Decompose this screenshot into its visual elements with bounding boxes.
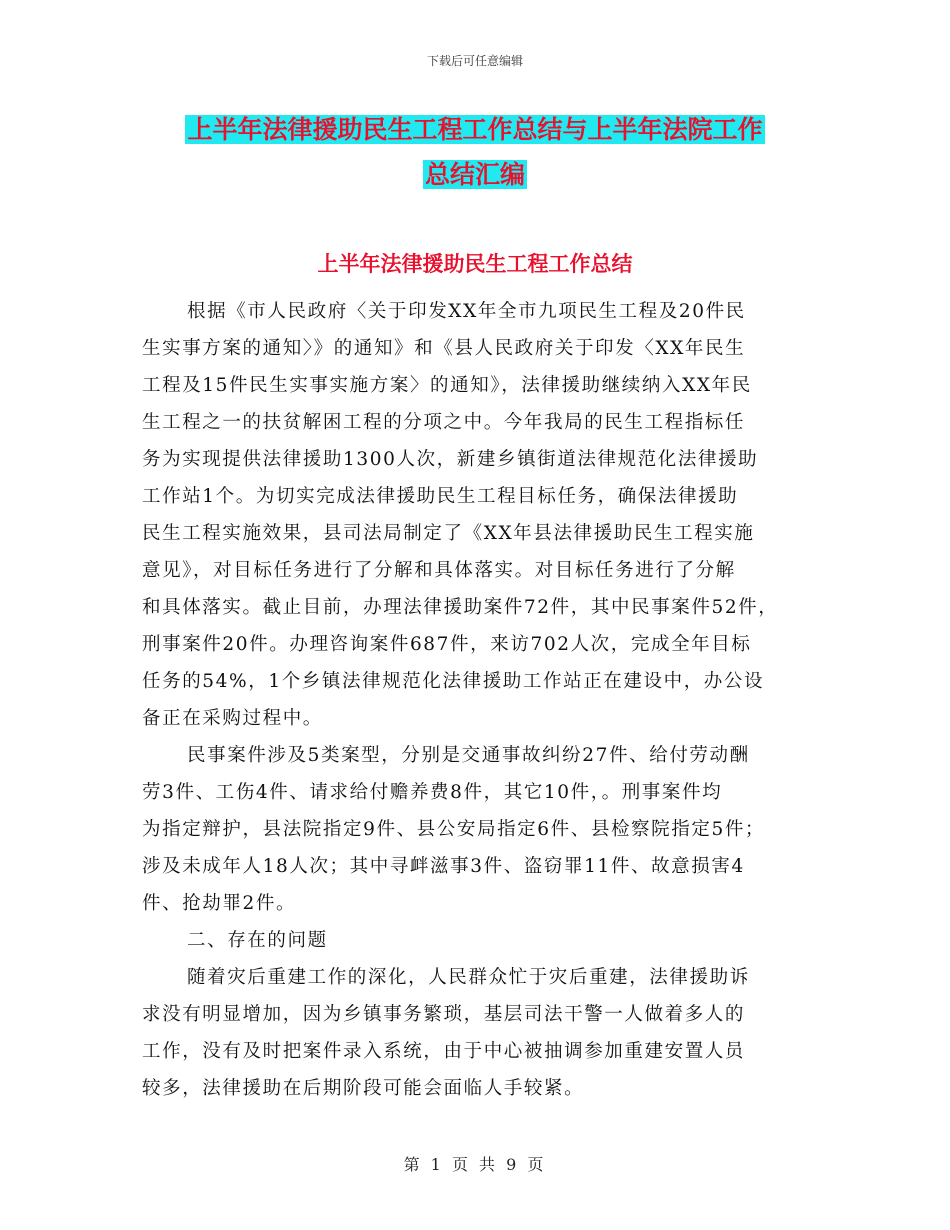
paragraph-line: 和具体落实。截止目前，办理法律援助案件72件，其中民事案件52件， [142,597,779,618]
paragraph-line: 生实事方案的通知〉》的通知》和《县人民政府关于印发〈XX年民生 [142,338,746,359]
paragraph-line: 任务的54%，1个乡镇法律规范化法律援助工作站正在建设中，办公设 [142,671,765,692]
paragraph-line: 刑事案件20件。办理咨询案件687件，来访702人次，完成全年目标 [142,634,752,655]
paragraph-line: 涉及未成年人18人次；其中寻衅滋事3件、盗窃罪11件、故意损害4 [142,856,745,877]
paragraph-line: 较多，法律援助在后期阶段可能会面临人手较紧。 [142,1078,585,1099]
paragraph-line: 工作站1个。为切实完成法律援助民生工程目标任务，确保法律援助 [142,486,739,507]
paragraph-line: 备正在采购过程中。 [142,708,323,729]
document-title-line-1 [0,113,950,147]
page-number-footer: 第 1 页 共 9 页 [403,1155,547,1174]
paragraph-line: 意见》，对目标任务进行了分解和具体落实。对目标任务进行了分解 [142,560,736,581]
paragraph-line: 民事案件涉及5类案型，分别是交通事故纠纷27件、给付劳动酬 [187,745,750,766]
paragraph-line: 劳3件、工伤4件、请求给付赡养费8件，其它10件，。刑事案件均 [142,782,723,803]
body-text [142,293,812,1107]
paragraph-line: 工作，没有及时把案件录入系统，由于中心被抽调参加重建安置人员 [142,1041,746,1062]
paragraph-line: 求没有明显增加，因为乡镇事务繁琐，基层司法干警一人做着多人的 [142,1004,746,1025]
paragraph-line: 务为实现提供法律援助1300人次，新建乡镇街道法律规范化法律援助 [142,449,759,470]
paragraph-line: 根据《市人民政府〈关于印发XX年全市九项民生工程及20件民 [187,301,746,322]
paragraph-line: 生工程之一的扶贫解困工程的分项之中。今年我局的民生工程指标任 [142,412,746,433]
paragraph-line: 为指定辩护，县法院指定9件、县公安局指定6件、县检察院指定5件； [142,819,766,840]
section-heading-problems: 二、存在的问题 [187,930,328,951]
header-note: 下载后可任意编辑 [426,54,523,68]
document-title-text-2: 总结汇编 [424,160,525,189]
document-title-line-2 [0,158,950,192]
paragraph-line: 工程及15件民生实事实施方案〉的通知》，法律援助继续纳入XX年民 [142,375,752,396]
document-title-text-1: 上半年法律援助民生工程工作总结与上半年法院工作 [187,115,763,144]
paragraph-line: 民生工程实施效果，县司法局制定了《XX年县法律援助民生工程实施 [142,523,755,544]
paragraph-line: 件、抢劫罪2件。 [142,893,297,914]
paragraph-line: 随着灾后重建工作的深化，人民群众忙于灾后重建，法律援助诉 [187,967,750,988]
section-title: 上半年法律援助民生工程工作总结 [317,252,633,276]
